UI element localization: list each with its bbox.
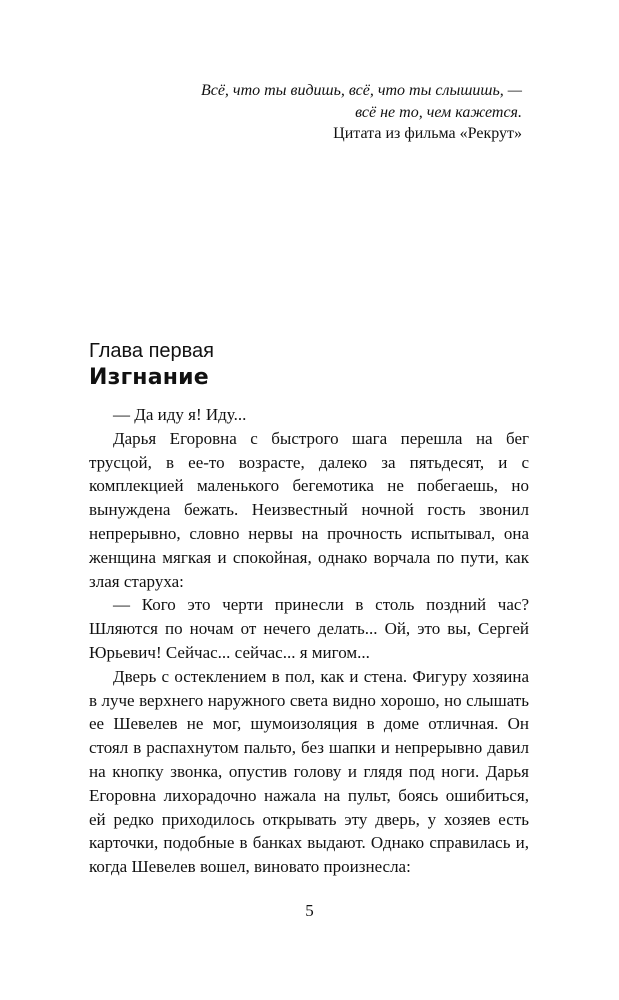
page-number: 5 (305, 901, 314, 920)
paragraph: Дарья Егоровна с быстрого шага перешла на бег трусцой, в ее-то возрасте, далеко за пятьдесят, и с комплекцией маленького бегемотика не побегаешь, но вынуждена бежать. Неизвестный ночной гость звонил непрерывно, словно нервы на прочность испытывал, она женщина мягкая и спокойная, однако ворчала по пути, как злая старуха: (89, 428, 529, 591)
epigraph-line: Всё, что ты видишь, всё, что ты слышишь, — (200, 82, 522, 99)
epigraph-line: всё не то, чем кажется. (355, 103, 522, 121)
chapter-title: Изгнание (89, 365, 209, 390)
epigraph (122, 80, 522, 145)
chapter-heading (89, 339, 529, 393)
chapter-label: Глава первая (89, 340, 215, 362)
paragraph: — Да иду я! Иду... (113, 405, 247, 424)
paragraph: Дверь с остеклением в пол, как и стена. Фигуру хозяина в луче верхнего наружного света видно хорошо, но слышать ее Шевелев не мог, шумоизоляция в доме отличная. Он стоял в распахнутом пальто, без шапки и непрерывно давил на кнопку звонка, опустив голову и глядя под ноги. Дарья Егоровна лихорадочно нажала на пульт, боясь ошибиться, ей редко приходилось открывать эту дверь, у хозяев есть карточки, подобные в банках выдают. Однако справилась и, когда Шевелев вошел, виновато произнесла: (89, 666, 529, 877)
epigraph-source: Цитата из фильма «Рекрут» (333, 125, 522, 142)
paragraph: — Кого это черти принесли в столь поздний час? Шляются по ночам от нечего делать... Ой, это вы, Сергей Юрьевич! Сейчас... сейчас... я мигом... (89, 595, 529, 662)
body-text (89, 403, 529, 879)
